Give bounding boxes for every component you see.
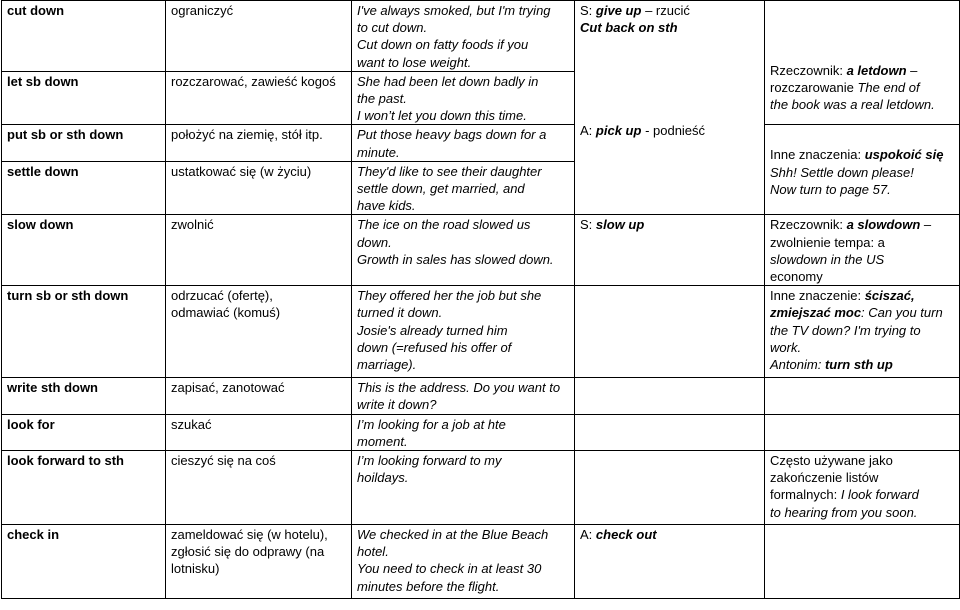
translation-cell xyxy=(166,125,352,161)
table-row xyxy=(2,378,960,414)
translation-text: zapisać, zanotować xyxy=(171,380,285,396)
table-row xyxy=(2,215,960,286)
example-line: I’m looking for a job at hte xyxy=(357,416,506,432)
phrase-cell xyxy=(2,378,166,414)
example-line: The ice on the road slowed us xyxy=(357,217,531,233)
synonym-cell xyxy=(575,378,765,414)
example-line: marriage). xyxy=(357,357,417,373)
note-label: Rzeczownik: xyxy=(770,217,843,233)
example-line: They'd like to see their daughter xyxy=(357,163,542,179)
example-line: I've always smoked, but I'm trying xyxy=(357,3,551,18)
phrase-text: look forward to sth xyxy=(7,453,124,469)
translation-cell xyxy=(166,286,352,378)
note-cell xyxy=(765,525,960,599)
note-line: zwolnienie tempa: a xyxy=(770,234,885,250)
synonym-line xyxy=(580,2,759,19)
note-line: Shh! Settle down please! xyxy=(770,164,914,180)
translation-text: odmawiać (komuś) xyxy=(171,305,281,321)
phrase-text: settle down xyxy=(7,163,79,179)
example-line: down (=refused his offer of xyxy=(357,339,512,355)
example-cell xyxy=(352,125,575,161)
example-line: They offered her the job but she xyxy=(357,288,542,304)
phrase-cell xyxy=(2,286,166,378)
antonym-prefix: A: xyxy=(580,527,593,543)
phrase-text: cut down xyxy=(7,3,65,18)
phrasal-verbs-table xyxy=(1,0,960,599)
note-line: to hearing from you soon. xyxy=(770,504,918,520)
note-line: the TV down? I'm trying to xyxy=(770,322,921,338)
example-line: to cut down. xyxy=(357,20,428,36)
translation-text: szukać xyxy=(171,416,212,432)
phrase-cell xyxy=(2,125,166,161)
phrase-text: let sb down xyxy=(7,73,79,89)
translation-cell xyxy=(166,378,352,414)
example-cell xyxy=(352,161,575,215)
example-line: want to lose weight. xyxy=(357,54,472,70)
note-line xyxy=(770,486,954,503)
example-cell xyxy=(352,71,575,125)
synonym-cell xyxy=(575,414,765,450)
note-line: work. xyxy=(770,339,802,355)
phrase-text: put sb or sth down xyxy=(7,127,124,143)
antonym-meaning: - podnieść xyxy=(645,123,706,139)
translation-text: rozczarować, zawieść kogoś xyxy=(171,73,336,89)
example-line: hoildays. xyxy=(357,470,409,486)
example-line: hotel. xyxy=(357,544,389,560)
note-label: Inne znaczenie: xyxy=(770,288,862,304)
note-term: uspokoić się xyxy=(864,147,944,163)
translation-cell xyxy=(166,525,352,599)
translation-text: położyć na ziemię, stół itp. xyxy=(171,127,323,143)
phrase-text: write sth down xyxy=(7,380,98,396)
phrase-text: slow down xyxy=(7,217,74,233)
example-line: This is the address. Do you want to xyxy=(357,380,561,396)
note-line: Now turn to page 57. xyxy=(770,181,891,197)
phrase-cell xyxy=(2,414,166,450)
antonym-phrase: pick up xyxy=(595,123,642,139)
example-line: You need to check in at least 30 xyxy=(357,561,542,577)
note-line xyxy=(770,79,954,96)
table-row xyxy=(2,286,960,378)
example-line: minute. xyxy=(357,144,400,160)
synonym-phrase: give up xyxy=(595,3,642,18)
example-line: I won’t let you down this time. xyxy=(357,108,527,124)
translation-text: zgłosić się do odprawy (na xyxy=(171,544,325,560)
note-line: slowdown in the US xyxy=(770,251,885,267)
note-example: I look forward xyxy=(840,487,919,503)
example-line: We checked in at the Blue Beach xyxy=(357,527,549,543)
antonym-prefix: A: xyxy=(580,123,593,139)
phrase-text: look for xyxy=(7,416,55,432)
phrase-cell xyxy=(2,215,166,286)
synonym-cell xyxy=(575,286,765,378)
example-cell xyxy=(352,451,575,525)
synonym-alt: Cut back on sth xyxy=(580,20,678,36)
note-line: zakończenie listów xyxy=(770,470,879,486)
note-term: a slowdown xyxy=(846,217,921,233)
phrase-text: check in xyxy=(7,527,60,543)
antonym-line xyxy=(580,526,759,543)
table-row xyxy=(2,451,960,525)
example-line: moment. xyxy=(357,433,408,449)
note-line xyxy=(770,287,954,304)
translation-text: ograniczyć xyxy=(171,3,234,18)
phrase-cell xyxy=(2,71,166,125)
example-line: She had been let down badly in xyxy=(357,73,539,89)
synonym-cell xyxy=(575,215,765,286)
note-label: Inne znaczenia: xyxy=(770,147,862,163)
example-line: minutes before the flight. xyxy=(357,578,500,594)
note-cell xyxy=(765,414,960,450)
note-cell xyxy=(765,125,960,215)
note-label: Antonim: xyxy=(770,357,822,373)
example-line: settle down, get married, and xyxy=(357,181,525,197)
example-cell xyxy=(352,215,575,286)
example-line: have kids. xyxy=(357,198,416,214)
note-term: turn sth up xyxy=(824,357,893,373)
translation-text: odrzucać (ofertę), xyxy=(171,288,273,304)
note-line: economy xyxy=(770,269,823,285)
note-cell xyxy=(765,1,960,125)
synonym-cell xyxy=(575,451,765,525)
synonym-cell xyxy=(575,525,765,599)
note-meaning: rozczarowanie xyxy=(770,80,854,96)
example-line: write it down? xyxy=(357,397,437,413)
synonym-line xyxy=(580,216,759,233)
note-example: The end of xyxy=(857,80,920,96)
note-cell xyxy=(765,378,960,414)
note-term: ściszać, xyxy=(864,288,915,304)
example-line: the past. xyxy=(357,91,407,107)
example-line: Josie's already turned him xyxy=(357,322,508,338)
note-line xyxy=(770,62,954,79)
antonym-line xyxy=(580,122,759,139)
translation-cell xyxy=(166,1,352,72)
note-line xyxy=(770,304,954,321)
example-cell xyxy=(352,378,575,414)
note-label: Rzeczownik: xyxy=(770,63,843,78)
synonym-prefix: S: xyxy=(580,217,593,233)
example-line: I’m looking forward to my xyxy=(357,453,502,469)
example-line: down. xyxy=(357,234,392,250)
phrase-cell xyxy=(2,525,166,599)
example-cell xyxy=(352,286,575,378)
example-line: Growth in sales has slowed down. xyxy=(357,251,554,267)
note-label: formalnych: xyxy=(770,487,838,503)
example-cell xyxy=(352,1,575,72)
example-line: Cut down on fatty foods if you xyxy=(357,37,529,53)
example-cell xyxy=(352,414,575,450)
example-line: Put those heavy bags down for a xyxy=(357,127,547,143)
note-line xyxy=(770,146,954,163)
translation-cell xyxy=(166,451,352,525)
translation-text: cieszyć się na coś xyxy=(171,453,276,469)
translation-cell xyxy=(166,71,352,125)
synonym-meaning: rzucić xyxy=(655,3,690,18)
note-cell xyxy=(765,215,960,286)
example-line: turned it down. xyxy=(357,305,443,321)
synonym-phrase: slow up xyxy=(595,217,645,233)
translation-cell xyxy=(166,414,352,450)
phrase-cell xyxy=(2,161,166,215)
table-row xyxy=(2,414,960,450)
translation-cell xyxy=(166,215,352,286)
synonym-dash: – xyxy=(645,3,653,18)
translation-text: zwolnić xyxy=(171,217,214,233)
phrase-cell xyxy=(2,451,166,525)
translation-cell xyxy=(166,161,352,215)
antonym-phrase: check out xyxy=(595,527,657,543)
note-line: the book was a real letdown. xyxy=(770,97,935,113)
note-term: a letdown xyxy=(846,63,907,78)
note-dash: – xyxy=(923,217,932,233)
note-dash: – xyxy=(910,63,918,78)
synonym-prefix: S: xyxy=(580,3,593,18)
note-line: Często używane jako xyxy=(770,453,893,469)
table-row xyxy=(2,1,960,72)
synonym-cell xyxy=(575,1,765,215)
translation-text: ustatkować się (w życiu) xyxy=(171,163,312,179)
example-cell xyxy=(352,525,575,599)
note-line xyxy=(770,356,954,373)
note-cell xyxy=(765,286,960,378)
note-example: : Can you turn xyxy=(861,305,943,321)
note-cell xyxy=(765,451,960,525)
translation-text: lotnisku) xyxy=(171,561,220,577)
note-line xyxy=(770,216,954,233)
table-row xyxy=(2,125,960,161)
translation-text: zameldować się (w hotelu), xyxy=(171,527,328,543)
phrase-text: turn sb or sth down xyxy=(7,288,129,304)
phrase-cell xyxy=(2,1,166,72)
table-row xyxy=(2,525,960,599)
note-term: zmiejszać moc xyxy=(770,305,862,321)
